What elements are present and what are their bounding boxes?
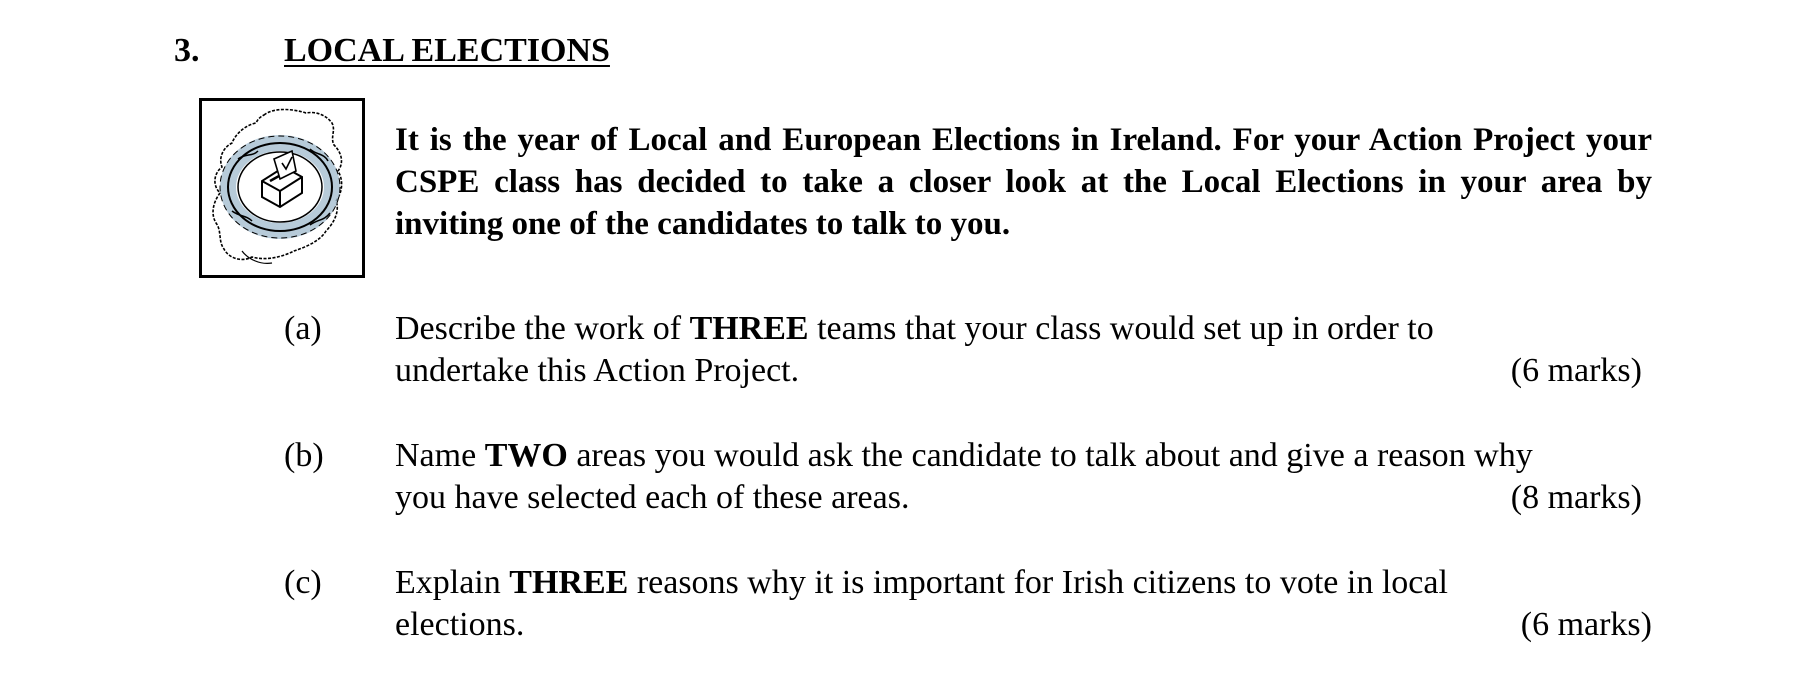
part-label: (a): [284, 310, 322, 347]
part-label: (b): [284, 437, 324, 474]
part-marks: (8 marks): [1510, 479, 1642, 516]
part-text-segment: areas you would ask the candidate to talk about and give a reason why: [567, 437, 1533, 474]
part-label: (c): [284, 564, 322, 601]
part-line-1: [395, 308, 1654, 350]
part-line-2: undertake this Action Project.: [395, 352, 800, 389]
question-intro: It is the year of Local and European Elections in Ireland. For your Action Project your CSPE class has decided to take a closer look at the Local Elections in your area by inviting one of the candidates to talk to you.: [395, 122, 1652, 242]
part-text-emphasis: TWO: [484, 437, 568, 474]
part-marks: (6 marks): [1510, 352, 1642, 389]
question-title: LOCAL ELECTIONS: [284, 32, 610, 69]
election-logo: [199, 98, 365, 278]
part-text: [395, 308, 1654, 392]
part-line-2: you have selected each of these areas.: [395, 479, 910, 516]
ireland-ballot-box-icon: [202, 101, 362, 275]
part-text-emphasis: THREE: [509, 564, 629, 601]
part-text-segment: teams that your class would set up in order to: [808, 310, 1434, 347]
part-text-segment: Describe the work of: [395, 310, 690, 347]
part-text-emphasis: THREE: [689, 310, 809, 347]
part-line-1: [395, 435, 1654, 477]
part-text: [395, 562, 1654, 646]
part-text-segment: reasons why it is important for Irish citizens to vote in local: [628, 564, 1448, 601]
part-text-segment: Explain: [395, 564, 510, 601]
part-marks: (6 marks): [1520, 606, 1652, 643]
part-line-2: elections.: [395, 606, 525, 643]
part-text: [395, 435, 1654, 519]
part-text-segment: Name: [395, 437, 485, 474]
part-line-1: [395, 562, 1654, 604]
question-number: 3.: [174, 32, 200, 69]
